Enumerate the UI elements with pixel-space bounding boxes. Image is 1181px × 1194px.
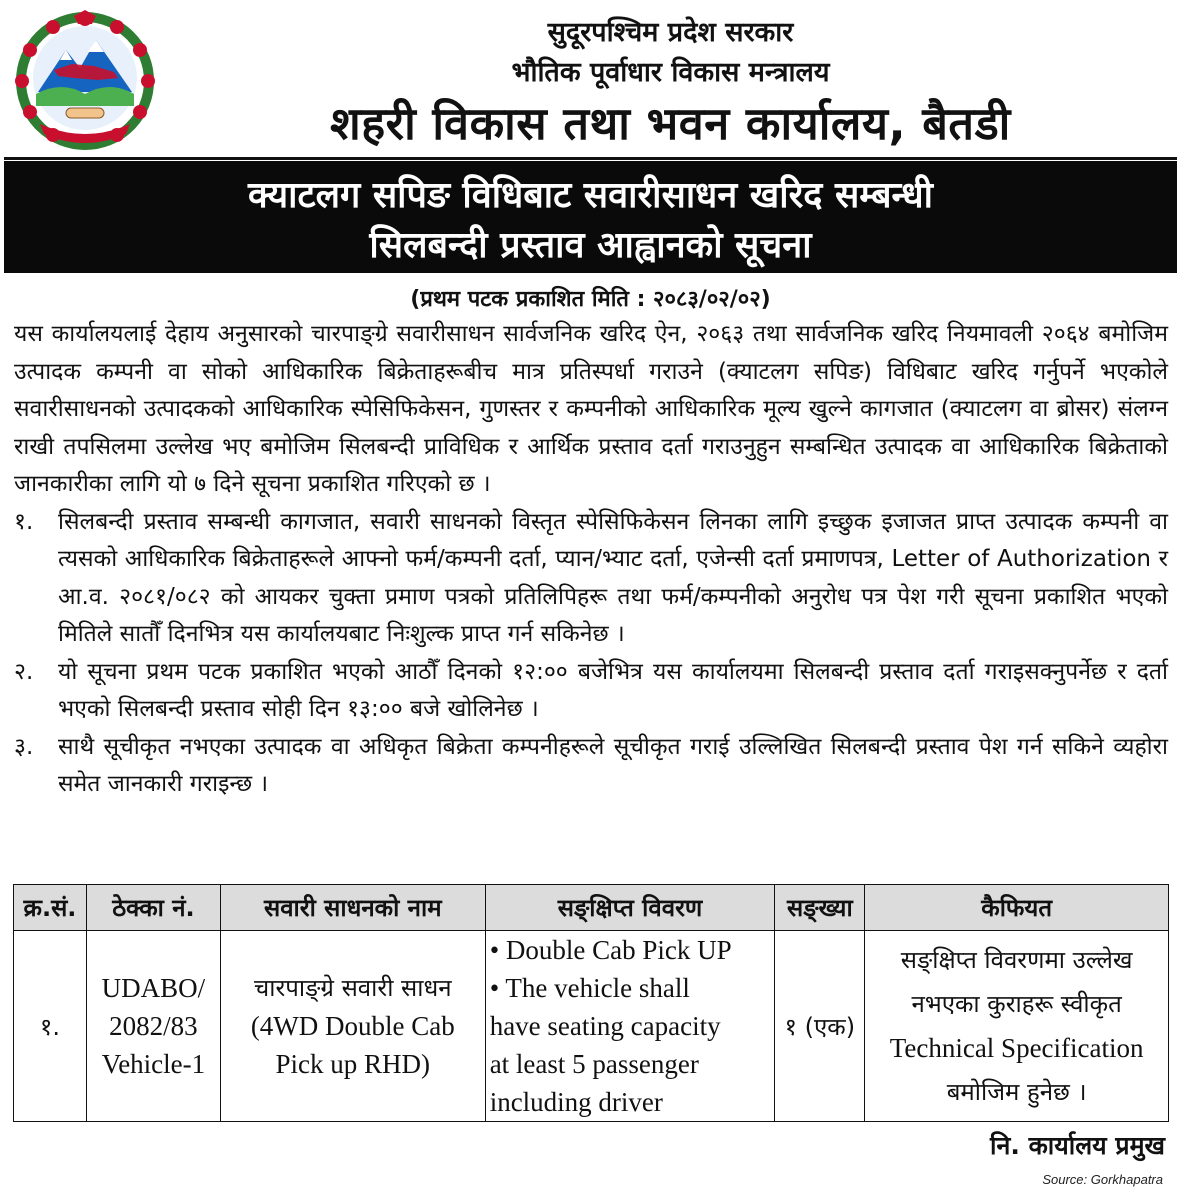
column-header-sn: क्र.सं.	[14, 885, 87, 931]
list-item-text: साथै सूचीकृत नभएका उत्पादक वा अधिकृत बिक्रेता कम्पनीहरूले सूचीकृत गराई उल्लिखित सिलबन्दी प्रस्ताव पेश गर्न सकिने व्यहोरा समेत जानकारी गराइन्छ ।	[58, 733, 1168, 797]
list-item-text: यो सूचना प्रथम पटक प्रकाशित भएको आठौँ दिनको १२:०० बजेभित्र यस कार्यालयमा सिलबन्दी प्रस्ताव दर्ता गराइसक्नुपर्नेछ र दर्ता भएको सिलबन्दी प्रस्ताव सोही दिन १३:०० बजे खोलिनेछ ।	[58, 658, 1168, 722]
table-row	[14, 931, 1169, 1122]
list-item-number: ३.	[14, 733, 34, 760]
signatory: नि. कार्यालय प्रमुख	[990, 1131, 1165, 1160]
cell-vehicle-name	[220, 931, 485, 1122]
column-header-remarks: कैफियत	[865, 885, 1169, 931]
contract-line: Vehicle-1	[101, 1049, 206, 1079]
column-header-vehicle-name: सवारी साधनको नाम	[220, 885, 485, 931]
notice-title-line-1: क्याटलग सपिङ विधिबाट सवारीसाधन खरिद सम्बन्धी	[248, 175, 933, 216]
vehicle-line: चारपाङ्ग्रे सवारी साधन	[254, 974, 452, 1002]
office-name: शहरी विकास तथा भवन कार्यालय, बैतडी	[330, 97, 1011, 150]
cell-sn: १.	[14, 931, 87, 1122]
description-line: including driver	[489, 1087, 663, 1117]
remarks-line: बमोजिम हुनेछ ।	[946, 1078, 1087, 1106]
column-header-description: सङ्क्षिप्त विवरण	[485, 885, 775, 931]
publish-date: (प्रथम पटक प्रकाशित मिति : २०८३/०२/०२)	[410, 287, 771, 312]
notice-title-band	[4, 161, 1177, 273]
notice-body	[14, 316, 1168, 804]
cell-remarks	[865, 931, 1169, 1122]
description-line: have seating capacity	[489, 1011, 721, 1041]
header-divider	[4, 157, 1177, 160]
intro-paragraph: यस कार्यालयलाई देहाय अनुसारको चारपाङ्ग्रे सवारीसाधन सार्वजनिक खरिद ऐन, २०६३ तथा सार्वजनिक खरिद नियमावली २०६४ बमोजिम उत्पादक कम्पनी वा सोको आधिकारिक बिक्रेताहरूबीच मात्र प्रतिस्पर्धा गराउने (क्याटलग सपिङ) विधिबाट खरिद गर्नुपर्ने भएकोले सवारीसाधनको उत्पादकको आधिकारिक स्पेसिफिकेसन, गुणस्तर र कम्पनीको आधिकारिक मूल्य खुल्ने कागजात (क्याटलग वा ब्रोसर) संलग्न राखी तपसिलमा उल्लेख भए बमोजिम सिलबन्दी प्राविधिक र आर्थिक प्रस्ताव दर्ता गराउनुहुन सम्बन्धित उत्पादक वा आधिकारिक बिक्रेताको जानकारीका लागि यो ७ दिने सूचना प्रकाशित गरिएको छ ।	[14, 321, 1168, 497]
vehicle-line: (4WD Double Cab	[250, 1011, 455, 1041]
notice-header	[0, 0, 1181, 160]
list-item-number: १.	[14, 508, 34, 535]
table-header-row	[14, 885, 1169, 931]
nepal-emblem-icon	[14, 10, 156, 152]
description-line: • Double Cab Pick UP	[489, 935, 732, 965]
remarks-line: नभएका कुराहरू स्वीकृत	[911, 990, 1122, 1018]
procurement-table	[13, 884, 1169, 1122]
list-item-number: २.	[14, 658, 34, 685]
remarks-line: सङ्क्षिप्त विवरणमा उल्लेख	[900, 946, 1133, 974]
list-item	[14, 729, 1168, 804]
contract-line: 2082/83	[109, 1011, 198, 1041]
remarks-line: Technical Specification	[889, 1033, 1144, 1063]
list-item	[14, 654, 1168, 729]
ministry-name: भौतिक पूर्वाधार विकास मन्त्रालय	[511, 57, 830, 88]
vehicle-line: Pick up RHD)	[275, 1049, 431, 1079]
column-header-quantity: सङ्ख्या	[775, 885, 865, 931]
cell-description	[485, 931, 775, 1122]
description-line: • The vehicle shall	[489, 973, 690, 1003]
description-line: at least 5 passenger	[489, 1049, 699, 1079]
contract-line: UDABO/	[101, 973, 206, 1003]
cell-quantity: १ (एक)	[775, 931, 865, 1122]
list-item-text: सिलबन्दी प्रस्ताव सम्बन्धी कागजात, सवारी साधनको विस्तृत स्पेसिफिकेसन लिनका लागि इच्छुक इजाजत प्राप्त उत्पादक कम्पनी वा त्यसको आधिकारिक बिक्रेताहरूले आफ्नो फर्म/कम्पनी दर्ता, प्यान/भ्याट दर्ता, एजेन्सी दर्ता प्रमाणपत्र, Letter of Authorization र आ.व. २०८१/०८२ को आयकर चुक्ता प्रमाण पत्रको प्रतिलिपिहरू तथा फर्म/कम्पनीको अनुरोध पत्र पेश गरी सूचना प्रकाशित भएको मितिले सातौँ दिनभित्र यस कार्यालयबाट निःशुल्क प्राप्त गर्न सकिनेछ ।	[58, 508, 1168, 647]
government-name: सुदूरपश्चिम प्रदेश सरकार	[547, 17, 794, 48]
list-item	[14, 504, 1168, 654]
column-header-contract-no: ठेक्का नं.	[86, 885, 220, 931]
source-credit: Source: Gorkhapatra	[1042, 1172, 1163, 1187]
cell-contract-no	[86, 931, 220, 1122]
notice-title-line-2: सिलबन्दी प्रस्ताव आह्वानको सूचना	[369, 225, 812, 266]
